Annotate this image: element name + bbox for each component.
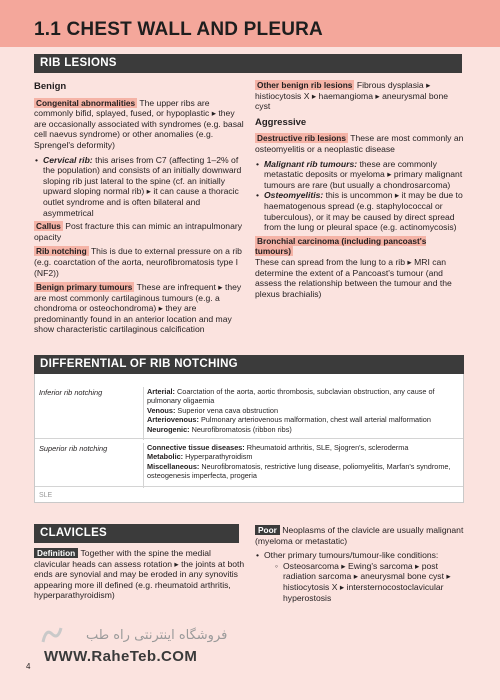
destructive-paragraph [255, 133, 465, 154]
rib-lesions-right-column [255, 80, 465, 303]
inferior-entry: Neurogenic: Neurofibromatosis (ribbon ribs) [147, 424, 292, 434]
table-row-superior [35, 440, 463, 487]
table-footnote: SLE [39, 492, 53, 499]
definition-paragraph [34, 548, 246, 601]
cervical-rib-text: this arises from C7 (affecting 1–2% of the population) and consists of an initially downward sloping rib just lateral to the spine (cf. an initially upward sloping normal rib) ▸ it can cause a thoracic outlet syndrome and is often bilateral and asymmetrical [43, 154, 242, 218]
watermark-logo-icon [40, 624, 64, 646]
bronchial-text: These can spread from the lung to a rib ▸ MRI can determine the extent of a Pancoast's tumour (and assess the relationship between the tumour and the plexus brachialis) [255, 256, 452, 299]
superior-label: Superior rib notching [39, 444, 108, 453]
clavicles-heading: CLAVICLES [34, 524, 239, 543]
osteomyelitis-item [255, 190, 465, 232]
osteomyelitis-term: Osteomyelitis: [264, 190, 324, 201]
clavicles-right-column [255, 525, 465, 606]
malignant-item [255, 159, 465, 191]
malignant-term: Malignant rib tumours: [264, 158, 358, 169]
differential-table [34, 355, 464, 503]
definition-text: Together with the spine the medial clavicular heads can assess rotation ▸ the joints at both ends are synovial and may be eroded in any synovitis appearing more ill defined (e.g. rheumatoid arthritis, hyperparathyroidism) [34, 548, 245, 601]
malignant-text: these are commonly metastatic deposits or myeloma ▸ primary malignant tumours are rare (but usually a chondrosarcoma) [264, 158, 463, 190]
notching-paragraph [34, 246, 246, 278]
definition-label: Definition [34, 548, 78, 558]
poor-label: Poor [255, 525, 280, 535]
superior-entry: Connective tissue diseases: Rheumatoid arthritis, SLE, Sjogren's, scleroderma [147, 443, 409, 452]
cervical-rib-item [34, 155, 246, 219]
congenital-label: Congenital abnormalities [36, 97, 136, 108]
inferior-entry: Arteriovenous: Pulmonary arteriovenous malformation, chest wall arterial malformation [147, 415, 431, 425]
inferior-entry: Arterial: Coarctation of the aorta, aortic thrombosis, subclavian obstruction, any cause of pulmonary oligaemia [147, 387, 435, 406]
superior-entry: Miscellaneous: Neurofibromatosis, restrictive lung disease, poliomyelitis, Marfan's syndrome, osteogenesis imperfecta, progeria [147, 461, 451, 481]
other-benign-label: Other benign rib lesions [257, 80, 353, 90]
destructive-text: These are most commonly an osteomyelitis or a neoplastic disease [255, 133, 464, 154]
notching-label: Rib notching [36, 246, 87, 257]
page-number: 4 [26, 662, 31, 671]
destructive-label: Destructive rib lesions [257, 133, 346, 144]
inferior-entry: Venous: Superior vena cava obstruction [147, 405, 279, 415]
congenital-list [34, 155, 246, 219]
other-primary-sublist [274, 561, 465, 603]
differential-heading-bar: DIFFERENTIAL OF RIB NOTCHING [34, 355, 464, 374]
clavicles-left-column [34, 548, 246, 605]
benign-primary-text: These are infrequent ▸ they are most commonly cartilaginous tumours (e.g. a chondroma or osteochondroma) ▸ they are predominantly found in an anterior location and may show characteristic cartilaginous calcification [34, 282, 242, 335]
table-row-inferior [35, 384, 463, 439]
other-primary-text: Other primary tumours/tumour-like conditions: [264, 550, 439, 561]
callus-label: Callus [36, 221, 61, 232]
other-benign-text: Fibrous dysplasia ▸ histiocytosis X ▸ haemangioma ▸ aneurysmal bone cyst [255, 80, 449, 112]
rib-lesions-heading: RIB LESIONS [34, 54, 462, 73]
chapter-title: 1.1 CHEST WALL AND PLEURA [34, 19, 323, 40]
poor-paragraph [255, 525, 465, 546]
cervical-rib-term: Cervical rib: [43, 154, 93, 165]
superior-entries [143, 443, 459, 488]
aggressive-heading: Aggressive [255, 116, 307, 128]
other-benign-paragraph [255, 80, 465, 112]
bronchial-label: Bronchial carcinoma (including pancoast's tumours) [255, 235, 427, 257]
callus-text: Post fracture this can mimic an intrapulmonary opacity [34, 221, 243, 242]
watermark-persian: فروشگاه اینترنتی راه طب [86, 628, 228, 643]
callus-paragraph [34, 221, 246, 242]
watermark-url: WWW.RaheTeb.COM [44, 648, 198, 665]
benign-primary-label: Benign primary tumours [36, 282, 133, 293]
other-primary-subitem: ◦ Osteosarcoma ▸ Ewing's sarcoma ▸ post radiation sarcoma ▸ aneurysmal bone cyst ▸ histiocytosis X ▸ intersternocostoclavicular hyperostosis [274, 561, 465, 603]
benign-primary-paragraph [34, 282, 246, 335]
congenital-text: The upper ribs are commonly bifid, splayed, fused, or hypoplastic ▸ they are occasionally associated with syndromes (e.g. basal cell naevus syndrome) or other anomalies (e.g. Sprengel's deformity) [34, 97, 244, 150]
superior-entry: Metabolic: Hyperparathyroidism [147, 452, 253, 462]
bronchial-paragraph [255, 236, 465, 300]
poor-text: Neoplasms of the clavicle are usually malignant (myeloma or metastatic) [255, 525, 464, 546]
other-primary-item [255, 550, 465, 603]
clavicle-tumour-list [255, 550, 465, 603]
inferior-entries [143, 387, 459, 440]
congenital-paragraph [34, 98, 246, 151]
destructive-list [255, 159, 465, 233]
chapter-header [0, 0, 500, 47]
notching-text: This is due to external pressure on a rib (e.g. coarctation of the aorta, neurofibromatosis type I (NF2)) [34, 246, 242, 278]
benign-heading: Benign [34, 81, 67, 92]
rib-lesions-left-column [34, 80, 246, 339]
osteomyelitis-text: this is uncommon ▸ it may be due to haematogenous spread (e.g. staphylococcal or tuberculous), or it may be caused by direct spread from the lung or pleural space (e.g. actinomycosis) [264, 190, 463, 233]
inferior-label: Inferior rib notching [39, 388, 103, 397]
